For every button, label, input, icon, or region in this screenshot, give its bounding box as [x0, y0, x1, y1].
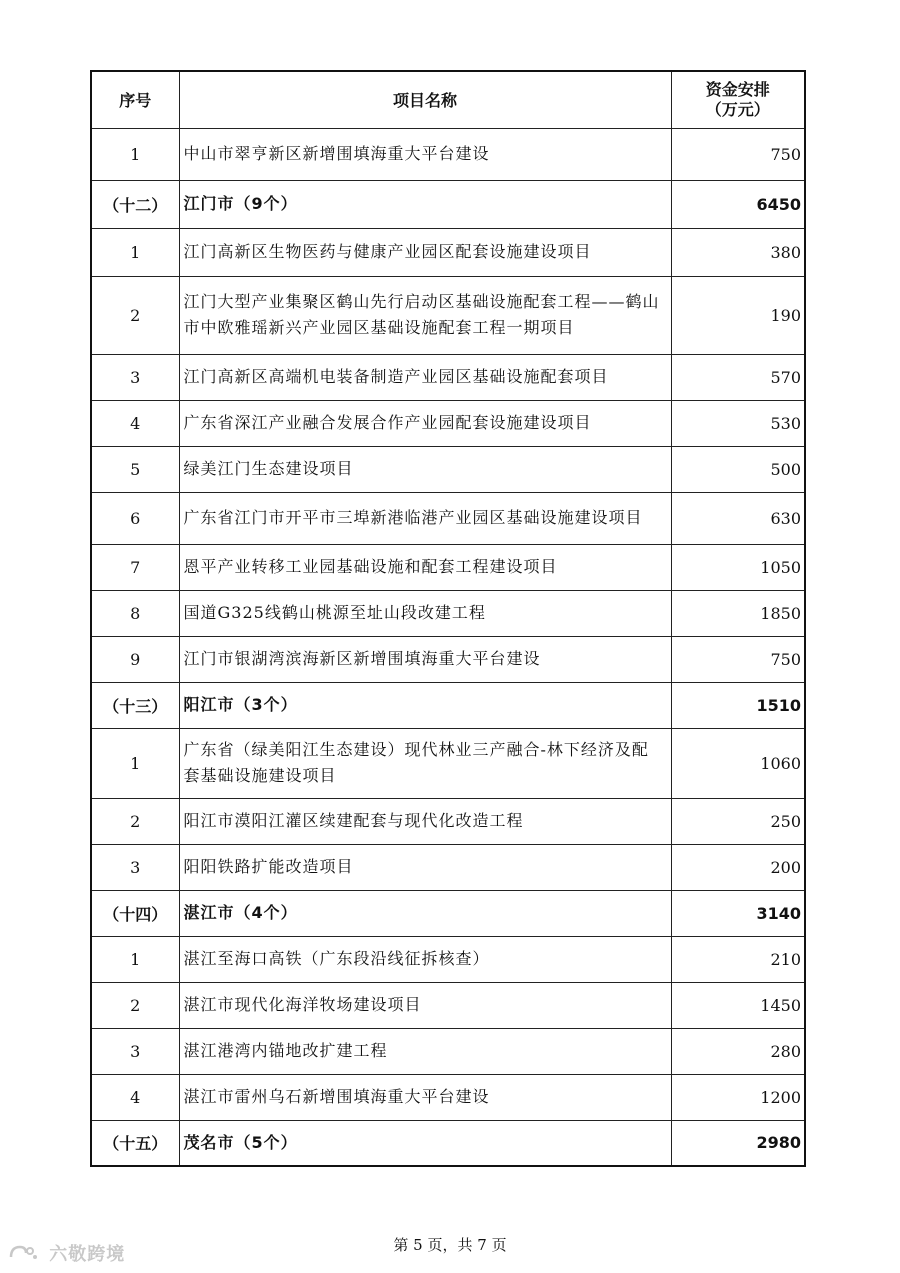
- table-row: [91, 636, 805, 682]
- row-seq: 2: [91, 798, 179, 844]
- row-seq: 3: [91, 1028, 179, 1074]
- header-project-name: 项目名称: [179, 71, 671, 128]
- row-amount: 530: [671, 400, 805, 446]
- watermark: [8, 1240, 125, 1268]
- table-row: [91, 544, 805, 590]
- watermark-text: 六敬跨境: [49, 1244, 126, 1265]
- row-project-name: 阳江市（3个）: [179, 682, 671, 728]
- row-amount: 1850: [671, 590, 805, 636]
- watermark-logo-icon: [8, 1243, 38, 1268]
- row-seq: 4: [91, 1074, 179, 1120]
- row-project-name: 湛江市雷州乌石新增围填海重大平台建设: [179, 1074, 671, 1120]
- row-amount: 210: [671, 936, 805, 982]
- row-seq: 1: [91, 936, 179, 982]
- section-row: [91, 890, 805, 936]
- row-amount: 750: [671, 128, 805, 180]
- row-project-name: 湛江至海口高铁（广东段沿线征拆核查）: [179, 936, 671, 982]
- table-row: [91, 728, 805, 798]
- row-seq: 1: [91, 128, 179, 180]
- row-amount: 250: [671, 798, 805, 844]
- row-seq: 7: [91, 544, 179, 590]
- section-row: [91, 682, 805, 728]
- row-project-name: 阳江市漠阳江灌区续建配套与现代化改造工程: [179, 798, 671, 844]
- row-amount: 1050: [671, 544, 805, 590]
- header-amount: 资金安排 （万元）: [671, 71, 805, 128]
- row-project-name: 阳阳铁路扩能改造项目: [179, 844, 671, 890]
- row-project-name: 绿美江门生态建设项目: [179, 446, 671, 492]
- row-seq: 9: [91, 636, 179, 682]
- row-seq: 2: [91, 982, 179, 1028]
- row-project-name: 江门大型产业集聚区鹤山先行启动区基础设施配套工程——鹤山市中欧雅瑶新兴产业园区基础设施配套工程一期项目: [179, 276, 671, 354]
- row-project-name: 湛江港湾内锚地改扩建工程: [179, 1028, 671, 1074]
- row-seq: 5: [91, 446, 179, 492]
- row-project-name: 江门高新区高端机电装备制造产业园区基础设施配套项目: [179, 354, 671, 400]
- table-row: [91, 492, 805, 544]
- row-seq: 8: [91, 590, 179, 636]
- row-project-name: 江门高新区生物医药与健康产业园区配套设施建设项目: [179, 228, 671, 276]
- row-project-name: 广东省（绿美阳江生态建设）现代林业三产融合-林下经济及配套基础设施建设项目: [179, 728, 671, 798]
- table-header-row: [91, 71, 805, 128]
- row-amount: 380: [671, 228, 805, 276]
- table-row: [91, 400, 805, 446]
- row-amount: 500: [671, 446, 805, 492]
- table-row: [91, 1074, 805, 1120]
- row-amount: 190: [671, 276, 805, 354]
- row-project-name: 广东省江门市开平市三埠新港临港产业园区基础设施建设项目: [179, 492, 671, 544]
- table-row: [91, 228, 805, 276]
- row-seq: （十四）: [91, 890, 179, 936]
- table-row: [91, 844, 805, 890]
- row-amount: 570: [671, 354, 805, 400]
- table-row: [91, 590, 805, 636]
- row-amount: 2980: [671, 1120, 805, 1166]
- table-row: [91, 446, 805, 492]
- row-amount: 3140: [671, 890, 805, 936]
- table-row: [91, 354, 805, 400]
- table-row: [91, 1028, 805, 1074]
- row-seq: （十三）: [91, 682, 179, 728]
- row-seq: 1: [91, 228, 179, 276]
- row-project-name: 中山市翠亨新区新增围填海重大平台建设: [179, 128, 671, 180]
- row-amount: 280: [671, 1028, 805, 1074]
- table-row: [91, 276, 805, 354]
- funding-table-container: [90, 70, 804, 1167]
- row-project-name: 江门市（9个）: [179, 180, 671, 228]
- row-seq: 2: [91, 276, 179, 354]
- row-amount: 200: [671, 844, 805, 890]
- row-seq: 1: [91, 728, 179, 798]
- row-seq: （十五）: [91, 1120, 179, 1166]
- table-row: [91, 798, 805, 844]
- table-body: [91, 128, 805, 1166]
- row-amount: 1510: [671, 682, 805, 728]
- page-footer: 第 5 页，共 7 页: [393, 1236, 507, 1254]
- row-seq: 3: [91, 844, 179, 890]
- row-project-name: 广东省深江产业融合发展合作产业园配套设施建设项目: [179, 400, 671, 446]
- row-seq: 4: [91, 400, 179, 446]
- row-project-name: 江门市银湖湾滨海新区新增围填海重大平台建设: [179, 636, 671, 682]
- table-row: [91, 982, 805, 1028]
- section-row: [91, 180, 805, 228]
- row-amount: 630: [671, 492, 805, 544]
- row-project-name: 恩平产业转移工业园基础设施和配套工程建设项目: [179, 544, 671, 590]
- table-row: [91, 128, 805, 180]
- row-seq: 6: [91, 492, 179, 544]
- row-amount: 6450: [671, 180, 805, 228]
- funding-table: [90, 70, 806, 1167]
- row-project-name: 湛江市现代化海洋牧场建设项目: [179, 982, 671, 1028]
- row-amount: 1060: [671, 728, 805, 798]
- row-project-name: 湛江市（4个）: [179, 890, 671, 936]
- section-row: [91, 1120, 805, 1166]
- header-seq: 序号: [91, 71, 179, 128]
- row-project-name: 国道G325线鹤山桃源至址山段改建工程: [179, 590, 671, 636]
- row-amount: 750: [671, 636, 805, 682]
- table-row: [91, 936, 805, 982]
- row-amount: 1200: [671, 1074, 805, 1120]
- row-seq: （十二）: [91, 180, 179, 228]
- row-seq: 3: [91, 354, 179, 400]
- row-project-name: 茂名市（5个）: [179, 1120, 671, 1166]
- row-amount: 1450: [671, 982, 805, 1028]
